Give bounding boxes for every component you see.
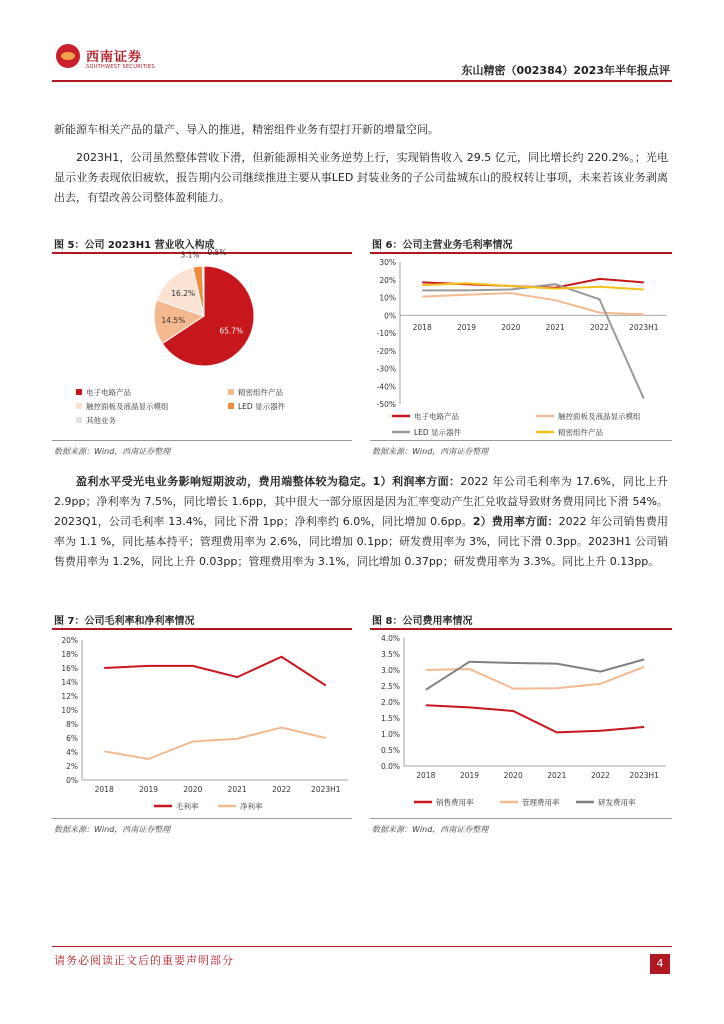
x-tick-label: 2023H1 — [311, 785, 341, 794]
footer-divider — [52, 946, 672, 947]
series-line — [422, 283, 644, 289]
figure-6-title: 图 6：公司主营业务毛利率情况 — [372, 240, 513, 251]
figure-8-bottom-rule — [370, 818, 672, 819]
legend-swatch — [76, 389, 82, 395]
series-line — [426, 667, 644, 689]
paragraph-2: 2023H1，公司虽然整体营收下滑，但新能源相关业务逆势上行，实现销售收入 29.5 亿元，同比增长约 220.2%。；光电显示业务表现依旧疲软，报告期内公司继续推进主要从事LED 封装业务的子公司盐城东山的股权转让事项，未来若该业务剥离出去，有望改善公司整体盈利能力。 — [54, 151, 668, 204]
series-line — [422, 293, 644, 314]
x-tick-label: 2018 — [412, 323, 432, 332]
y-tick-label: 10% — [379, 293, 396, 303]
logo-english-name: SOUTHWEST SECURITIES — [86, 64, 155, 70]
x-tick-label: 2020 — [183, 785, 203, 794]
figure-6-source: 数据来源：Wind，西南证券整理 — [372, 447, 489, 456]
page-number: 4 — [650, 954, 670, 974]
y-tick-label: 20% — [379, 275, 396, 285]
figure-5-pie-chart — [52, 248, 352, 440]
y-tick-label: 0% — [384, 311, 396, 321]
legend-label: 研发费用率 — [598, 798, 636, 807]
legend-swatch — [228, 389, 234, 395]
pie-value-label: 3.1% — [180, 250, 200, 260]
logo-name: 西南证券 — [86, 50, 143, 65]
legend-label: LED 显示器件 — [414, 428, 462, 437]
x-tick-label: 2021 — [545, 323, 565, 332]
y-tick-label: -20% — [376, 346, 396, 356]
pie-value-label: 0.5% — [207, 248, 227, 257]
figure-5-source: 数据来源：Wind，西南证券整理 — [54, 447, 171, 456]
x-tick-label: 2022 — [590, 771, 611, 780]
y-tick-label: -40% — [376, 382, 396, 392]
pie-value-label: 65.7% — [219, 326, 244, 336]
y-tick-label: 12% — [61, 692, 78, 701]
y-tick-label: 2.0% — [380, 698, 400, 707]
y-tick-label: 20% — [61, 636, 78, 645]
legend-swatch — [76, 417, 82, 423]
y-tick-label: 18% — [61, 650, 78, 659]
figure-8-line-chart — [370, 630, 672, 816]
x-tick-label: 2019 — [459, 771, 480, 780]
paragraph-3-lead: 盈利水平受光电业务影响短期波动，费用端整体较为稳定。1）利润率方面： — [76, 475, 461, 488]
y-tick-label: 0.0% — [380, 762, 400, 771]
legend-label: LED 显示器件 — [238, 402, 286, 411]
y-tick-label: 10% — [61, 706, 78, 715]
legend-label: 管理费用率 — [522, 798, 560, 807]
y-tick-label: 6% — [66, 734, 78, 743]
figure-8-source: 数据来源：Wind，西南证券整理 — [372, 825, 489, 834]
x-tick-label: 2020 — [503, 771, 523, 780]
y-tick-label: 0.5% — [380, 746, 400, 755]
y-tick-label: 4.0% — [380, 634, 400, 643]
y-tick-label: 4% — [66, 748, 78, 757]
legend-label: 触控面板及液晶显示模组 — [86, 402, 169, 411]
y-tick-label: 16% — [61, 664, 78, 673]
figure-7-title: 图 7：公司毛利率和净利率情况 — [54, 616, 195, 627]
paragraph-3-expense: 2022 年公司销售费用率为 1.1 %，同比基本持平；管理费用率为 2.6%，同比增加 0.1pp；研发费用率为 3%，同比下滑 0.3pp。2023H1 公司销售费用率为 1.2%，同比上升 0.03pp；管理费用率为 3.1%，同比增加 0.37pp；研发费用率为 3.3%。同比上升 0.13pp。 — [54, 515, 668, 568]
figure-5-bottom-rule — [52, 440, 352, 441]
y-tick-label: 1.0% — [380, 730, 400, 739]
figure-7-bottom-rule — [52, 818, 352, 819]
legend-label: 触控面板及液晶显示模组 — [558, 412, 641, 421]
y-tick-label: 0% — [66, 776, 78, 785]
y-tick-label: -10% — [376, 329, 396, 338]
legend-label: 其他业务 — [86, 416, 116, 425]
y-tick-label: 30% — [379, 258, 396, 267]
legend-label: 电子电路产品 — [414, 412, 459, 421]
x-tick-label: 2023H1 — [629, 323, 659, 332]
figure-6-line-chart — [370, 254, 672, 440]
report-title: 东山精密（002384）2023年半年报点评 — [461, 64, 670, 77]
x-tick-label: 2023H1 — [629, 771, 659, 780]
footer-disclaimer: 请务必阅读正文后的重要声明部分 — [54, 954, 234, 967]
paragraph-1: 新能源车相关产品的量产、导入的推进，精密组件业务有望打开新的增量空间。 — [54, 123, 439, 136]
y-tick-label: 8% — [66, 720, 78, 729]
legend-swatch — [76, 403, 82, 409]
series-line — [426, 659, 644, 689]
legend-label: 精密组件产品 — [238, 388, 283, 397]
x-tick-label: 2019 — [138, 785, 159, 794]
figure-6-bottom-rule — [370, 440, 672, 441]
x-tick-label: 2021 — [227, 785, 247, 794]
legend-label: 精密组件产品 — [558, 428, 603, 437]
y-tick-label: 3.5% — [380, 650, 400, 659]
paragraph-3-profit: 2022 年公司毛利率为 17.6%，同比上升 2.9pp；净利率为 7.5%，同比增长 1.6pp，其中很大一部分原因是因为汇率变动产生汇兑收益导致财务费用同比下滑 54%。2023Q1，公司毛利率 13.4%，同比下滑 1pp；净利率约 6.0%，同比增加 0.6pp。 — [54, 475, 668, 528]
figure-7-line-chart — [52, 630, 352, 816]
y-tick-label: 2.5% — [380, 682, 400, 691]
paragraph-3 — [54, 472, 668, 572]
y-tick-label: 2% — [66, 762, 78, 771]
pie-value-label: 14.5% — [161, 316, 186, 325]
x-tick-label: 2021 — [547, 771, 567, 780]
legend-label: 销售费用率 — [436, 798, 474, 807]
company-logo-icon — [56, 44, 80, 68]
figure-8-title: 图 8：公司费用率情况 — [372, 616, 473, 627]
figure-5-title: 图 5：公司 2023H1 营业收入构成 — [54, 240, 215, 251]
x-tick-label: 2018 — [416, 771, 436, 780]
header-divider — [52, 80, 672, 82]
x-tick-label: 2018 — [94, 785, 114, 794]
legend-label: 电子电路产品 — [86, 388, 131, 397]
legend-label: 净利率 — [240, 802, 263, 811]
y-tick-label: 14% — [61, 678, 78, 687]
x-tick-label: 2019 — [456, 323, 477, 332]
legend-label: 毛利率 — [176, 802, 199, 811]
paragraph-3-expense-lead: 2）费用率方面： — [472, 515, 559, 528]
y-tick-label: 1.5% — [380, 714, 400, 723]
legend-swatch — [228, 403, 234, 409]
x-tick-label: 2022 — [271, 785, 292, 794]
y-tick-label: -30% — [376, 364, 396, 374]
y-tick-label: -50% — [376, 400, 396, 409]
x-tick-label: 2022 — [589, 323, 610, 332]
series-line — [422, 284, 644, 399]
series-line — [104, 728, 326, 760]
x-tick-label: 2020 — [501, 323, 521, 332]
series-line — [426, 705, 644, 732]
pie-value-label: 16.2% — [171, 289, 196, 298]
figure-7-source: 数据来源：Wind，西南证券整理 — [54, 825, 171, 834]
series-line — [104, 657, 326, 686]
y-tick-label: 3.0% — [380, 666, 400, 675]
